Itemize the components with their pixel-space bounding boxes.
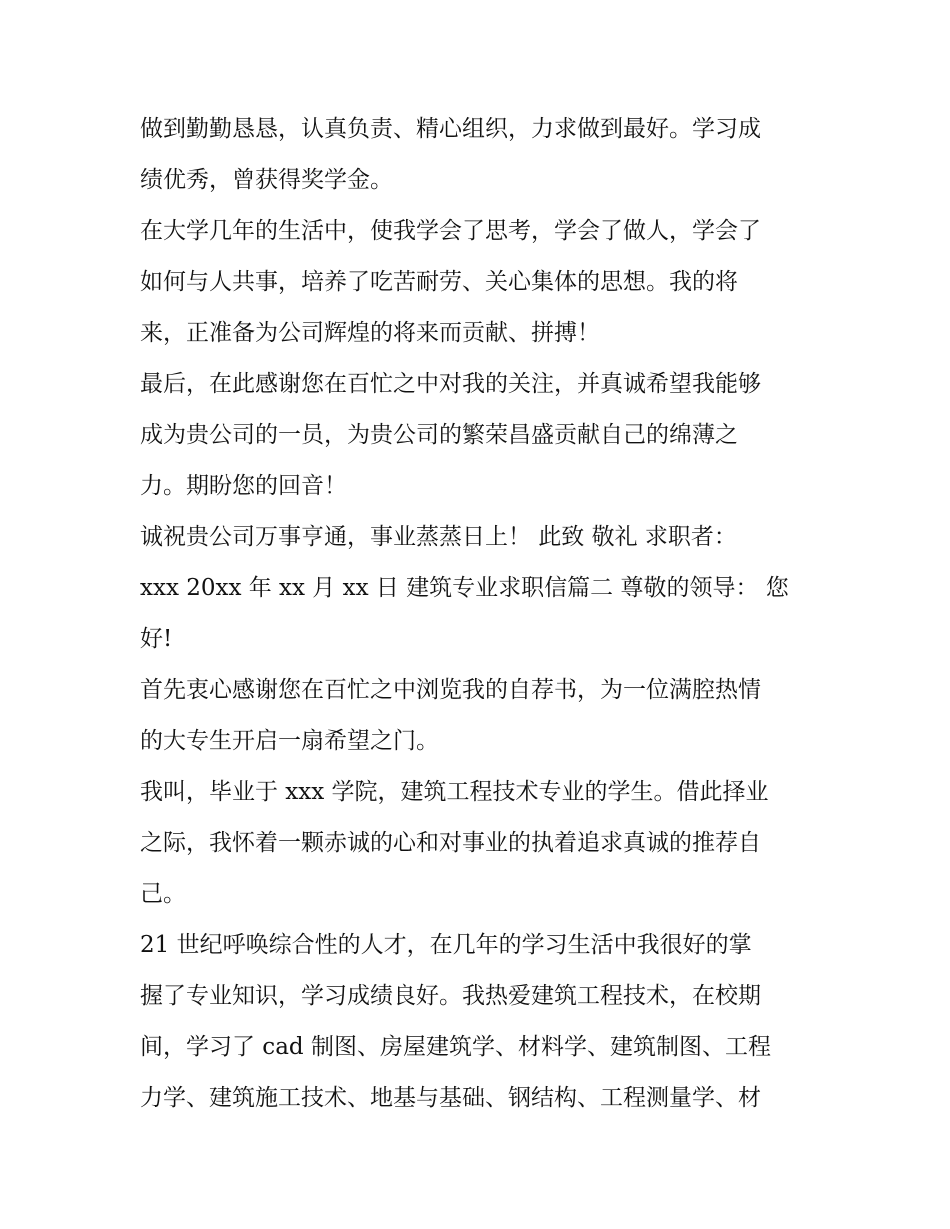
text-line: 最后，在此感谢您在百忙之中对我的关注，并真诚希望我能够 (140, 371, 761, 397)
text-line: 做到勤勤恳恳，认真负责、精心组织，力求做到最好。学习成 (140, 116, 761, 142)
text-line: 21 世纪呼唤综合性的人才，在几年的学习生活中我很好的掌 (140, 932, 752, 958)
text-line: 成为贵公司的一员，为贵公司的繁荣昌盛贡献自己的绵薄之 (140, 422, 738, 448)
text-line: 诚祝贵公司万事亨通，事业蒸蒸日上！ 此致 敬礼 求职者： (140, 524, 737, 550)
text-line: xxx 20xx 年 xx 月 xx 日 建筑专业求职信篇二 尊敬的领导： 您 (140, 575, 789, 601)
text-line: 绩优秀，曾获得奖学金。 (140, 167, 393, 193)
paragraph-1 (140, 104, 815, 206)
text-line: 如何与人共事，培养了吃苦耐劳、关心集体的思想。我的将 (140, 269, 738, 295)
text-line: 的大专生开启一扇希望之门。 (140, 728, 439, 754)
text-line: 之际，我怀着一颗赤诚的心和对事业的执着追求真诚的推荐自 (140, 830, 761, 856)
paragraph-7 (140, 920, 815, 1124)
text-line: 在大学几年的生活中，使我学会了思考，学会了做人，学会了 (140, 218, 761, 244)
text-line: 间，学习了 cad 制图、房屋建筑学、材料学、建筑制图、工程 (140, 1034, 771, 1060)
text-line: 好! (140, 626, 173, 652)
text-line: 首先衷心感谢您在百忙之中浏览我的自荐书，为一位满腔热情 (140, 677, 761, 703)
document-body (140, 104, 815, 1124)
paragraph-3 (140, 359, 815, 512)
text-line: 力。期盼您的回音！ (140, 473, 347, 499)
text-line: 力学、建筑施工技术、地基与基础、钢结构、工程测量学、材 (140, 1085, 761, 1111)
paragraph-4 (140, 512, 815, 665)
text-line: 我叫，毕业于 xxx 学院，建筑工程技术专业的学生。借此择业 (140, 779, 769, 805)
paragraph-2 (140, 206, 815, 359)
text-line: 己。 (140, 881, 186, 907)
text-line: 握了专业知识，学习成绩良好。我热爱建筑工程技术，在校期 (140, 983, 761, 1009)
paragraph-6 (140, 767, 815, 920)
text-line: 来，正准备为公司辉煌的将来而贡献、拼搏！ (140, 320, 600, 346)
paragraph-5 (140, 665, 815, 767)
